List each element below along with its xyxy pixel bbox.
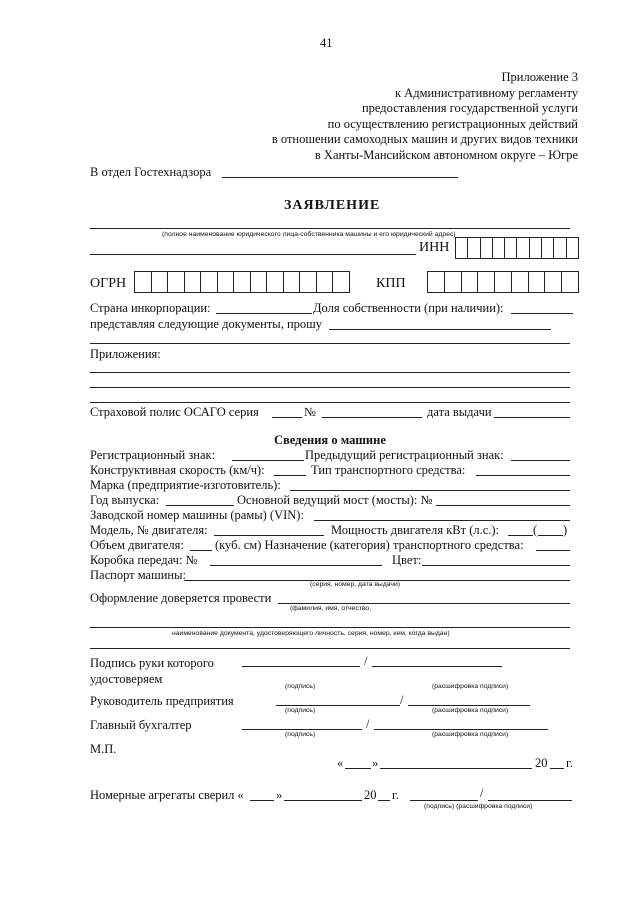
reg-sign-label: Регистрационный знак: — [90, 448, 216, 462]
gearbox-label: Коробка передач: № — [90, 553, 198, 567]
header-line: по осуществлению регистрационных действий — [327, 116, 578, 131]
year-field[interactable] — [166, 505, 234, 506]
applicant-caption: (полное наименование юридического лица-собственника машины и его юридический адрес) — [162, 231, 456, 238]
kpp-boxes[interactable] — [427, 271, 579, 293]
decode-caption: (расшифровка подписи) — [432, 683, 509, 690]
header-line: в отношении самоходных машин и других видов техники — [271, 132, 578, 147]
year-prefix: 20 — [364, 788, 377, 802]
vin-field[interactable] — [314, 520, 570, 521]
speed-label: Конструктивная скорость (км/ч): — [90, 463, 265, 477]
signature-caption: (подпись) — [285, 683, 316, 690]
color-label: Цвет: — [392, 553, 422, 567]
country-field[interactable] — [216, 313, 312, 314]
slash: / — [480, 786, 484, 800]
share-field[interactable] — [511, 313, 573, 314]
director-decode-field[interactable] — [408, 705, 530, 706]
header-line: в Ханты-Мансийском автономном округе – Югре — [314, 147, 578, 162]
power-label: Мощность двигателя кВт (л.с.): — [331, 523, 500, 537]
power-hp-field[interactable] — [538, 535, 563, 536]
vehicle-type-field[interactable] — [476, 475, 570, 476]
passport-caption: (серия, номер, дата выдачи) — [310, 581, 401, 588]
attachments-label: Приложения: — [90, 347, 161, 361]
verified-decode-field[interactable] — [488, 800, 572, 801]
applicant-name-field[interactable] — [90, 228, 570, 229]
date-year-field[interactable] — [550, 768, 564, 769]
entrusted-field[interactable] — [278, 603, 570, 604]
osago-number-label: № — [304, 405, 316, 419]
ogrn-boxes[interactable] — [134, 271, 350, 293]
speed-field[interactable] — [274, 475, 306, 476]
director-signature-field[interactable] — [276, 705, 400, 706]
verified-quote-close: » — [276, 788, 283, 802]
prev-reg-sign-field[interactable] — [511, 460, 570, 461]
stamp-label: М.П. — [90, 742, 117, 756]
volume-unit-label: (куб. см) Назначение (категория) транспортного средства: — [215, 538, 524, 552]
date-quote-close: » — [372, 756, 379, 770]
osago-date-field[interactable] — [494, 417, 570, 418]
brand-label: Марка (предприятие-изготовитель): — [90, 478, 281, 492]
id-document-field[interactable] — [90, 627, 570, 628]
slash: / — [364, 654, 368, 668]
entrusted-caption: (фамилия, имя, отчество, — [290, 605, 372, 612]
accountant-label: Главный бухгалтер — [90, 718, 192, 732]
verified-signature-field[interactable] — [410, 800, 478, 801]
inn-boxes[interactable] — [455, 237, 579, 259]
year-prefix: 20 — [535, 756, 548, 770]
osago-number-field[interactable] — [322, 417, 422, 418]
model-label: Модель, № двигателя: — [90, 523, 208, 537]
certify-label-2: удостоверяем — [90, 672, 163, 686]
axle-label: Основной ведущий мост (мосты): № — [237, 493, 433, 507]
page-number: 41 — [320, 36, 333, 50]
osago-series-label: Страховой полис ОСАГО серия — [90, 405, 259, 419]
appendix-header — [272, 70, 578, 164]
decode-caption: (расшифровка подписи) — [432, 707, 509, 714]
verified-day-field[interactable] — [250, 800, 274, 801]
department-field[interactable] — [222, 177, 458, 178]
header-line: предоставления государственной услуги — [361, 101, 578, 116]
verified-label: Номерные агрегаты сверил « — [90, 788, 244, 802]
slash: / — [366, 717, 370, 731]
gearbox-field[interactable] — [210, 565, 382, 566]
date-month-field[interactable] — [380, 768, 532, 769]
header-line: к Административному регламенту — [394, 85, 578, 100]
id-document-caption: наименование документа, удостоверяющего личность, серия, номер, кем, когда выдан) — [172, 630, 450, 637]
department-label: В отдел Гостехнадзора — [90, 165, 212, 179]
id-document-field-2[interactable] — [90, 648, 570, 649]
presenting-label: представляя следующие документы, прошу — [90, 317, 323, 331]
machine-section-title: Сведения о машине — [274, 433, 386, 447]
accountant-signature-field[interactable] — [242, 729, 362, 730]
attachments-line[interactable] — [90, 402, 570, 403]
year-suffix: г. — [392, 788, 399, 802]
osago-series-field[interactable] — [272, 417, 302, 418]
volume-field[interactable] — [190, 550, 212, 551]
inn-label: ИНН — [419, 240, 450, 255]
osago-date-label: дата выдачи — [427, 405, 492, 419]
slash: / — [400, 693, 404, 707]
color-field[interactable] — [422, 565, 570, 566]
power-paren-close: ) — [563, 523, 568, 537]
country-label: Страна инкорпорации: — [90, 301, 211, 315]
date-quote-open: « — [337, 756, 344, 770]
ogrn-label: ОГРН — [90, 276, 127, 291]
verified-year-field[interactable] — [378, 800, 390, 801]
certify-decode-field[interactable] — [372, 666, 502, 667]
request-field-2[interactable] — [90, 343, 570, 344]
signature-caption: (подпись) — [285, 707, 316, 714]
attachments-line[interactable] — [90, 372, 570, 373]
kpp-label: КПП — [376, 276, 406, 291]
signature-caption: (подпись) — [285, 731, 316, 738]
model-field[interactable] — [214, 535, 324, 536]
volume-label: Объем двигателя: — [90, 538, 184, 552]
decode-caption: (расшифровка подписи) — [432, 731, 509, 738]
brand-field[interactable] — [290, 490, 570, 491]
share-label: Доля собственности (при наличии): — [313, 301, 504, 315]
vin-label: Заводской номер машины (рамы) (VIN): — [90, 508, 304, 522]
prev-reg-sign-label: Предыдущий регистрационный знак: — [305, 448, 504, 462]
director-label: Руководитель предприятия — [90, 694, 234, 708]
category-field[interactable] — [536, 550, 570, 551]
year-label: Год выпуска: — [90, 493, 160, 507]
applicant-address-field[interactable] — [90, 254, 416, 255]
reg-sign-field[interactable] — [232, 460, 304, 461]
certify-label: Подпись руки которого — [90, 656, 214, 670]
header-line: Приложение 3 — [501, 70, 578, 84]
passport-label: Паспорт машины: — [90, 568, 186, 582]
accountant-decode-field[interactable] — [374, 729, 548, 730]
page-title: ЗАЯВЛЕНИЕ — [284, 198, 381, 213]
certify-signature-field[interactable] — [242, 666, 360, 667]
entrusted-label: Оформление доверяется провести — [90, 591, 272, 605]
year-suffix: г. — [566, 756, 573, 770]
vehicle-type-label: Тип транспортного средства: — [311, 463, 466, 477]
request-field[interactable] — [329, 329, 551, 330]
date-day-field[interactable] — [345, 768, 371, 769]
power-paren-open: ( — [533, 523, 538, 537]
verified-month-field[interactable] — [284, 800, 362, 801]
axle-field[interactable] — [436, 505, 570, 506]
power-kw-field[interactable] — [508, 535, 533, 536]
attachments-line[interactable] — [90, 387, 570, 388]
verified-caption: (подпись) (расшифровка подписи) — [424, 803, 533, 810]
